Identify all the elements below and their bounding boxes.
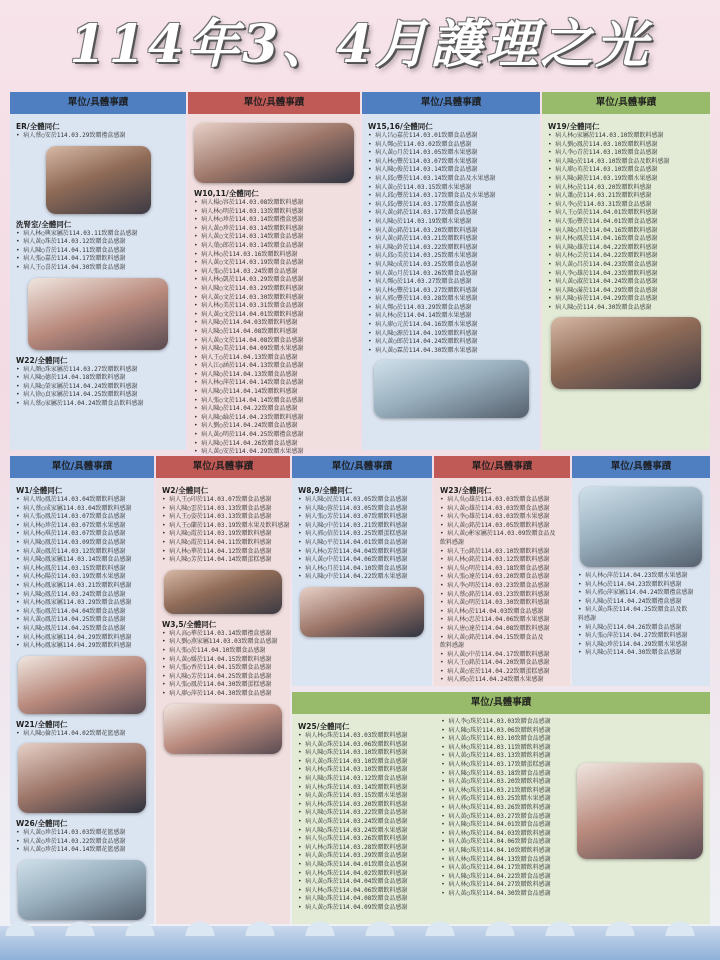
thanks-entry: • 病人郭○信於114.03.25致贈蛋糕感謝 <box>298 530 408 538</box>
thanks-entry: • 病人陳○鈴於114.03.22致贈飲料感謝 <box>368 243 478 251</box>
panel-body <box>292 478 432 686</box>
thanks-entry: • 病人黃○文於114.03.30致贈飲料感謝 <box>194 293 304 301</box>
thanks-entry: • 病人黃○珠於114.04.30致贈食品感謝 <box>441 889 551 897</box>
thanks-entry: • 病人江○涵於114.04.13致贈食品感謝 <box>194 362 304 370</box>
thanks-entry: • 病人林○珠於114.03.26致贈飲料感謝 <box>441 803 551 811</box>
thanks-entry: • 病人陳○珠於114.04.08致贈食品感謝 <box>298 895 408 903</box>
thanks-entry: • 病人蔡○家屬於114.04.24致贈食品飲料感謝 <box>16 399 144 407</box>
thanks-entry: • 病人廖○萍於114.04.30致贈食品感謝 <box>162 689 272 697</box>
thanks-entry: • 病人陳○於114.04.26致贈食品感謝 <box>194 439 298 447</box>
thanks-entry: • 病人吳○雄於114.03.03致贈食品感謝 <box>440 496 550 503</box>
thanks-entry: • 病人林○美於114.03.31致贈食品感謝 <box>194 302 304 310</box>
thanks-entry: • 病人黃○銘於114.03.05致贈飲料感謝 <box>440 521 550 529</box>
thanks-entry: • 病人王○於114.04.13致贈食品感謝 <box>194 353 298 361</box>
thanks-entry: • 病人林○珍於114.03.14致贈禮盒感謝 <box>194 216 304 224</box>
thanks-entry: • 病人黃○於114.03.15致贈水果感謝 <box>368 183 472 191</box>
thanks-entry: • 病人陳○於114.04.24致贈禮盒感謝 <box>578 597 682 605</box>
thanks-entry: • 病人黃○珠於114.03.10致贈食品感謝 <box>441 735 551 743</box>
thanks-entry: • 病人林○鳳家屬114.03.29致贈食品感謝 <box>16 599 132 607</box>
thanks-entry: • 病人陳○鳳家屬114.03.14致贈食品感謝 <box>16 556 132 564</box>
thanks-entry: • 病人陳○雄於114.04.22致贈飲料感謝 <box>548 243 658 251</box>
thanks-entry: • 病人陳○綸於114.04.23致贈飲料感謝 <box>194 413 304 421</box>
unit-title: W1/全體同仁 <box>16 486 63 495</box>
thanks-entry: • 病人張○香於114.04.15致贈食品感謝 <box>162 664 272 672</box>
thanks-entry: • 病人陳○蓉於114.03.05致贈食品感謝 <box>298 504 408 512</box>
thanks-entry: • 病人林○於114.03.20致贈飲料感謝 <box>548 183 652 191</box>
panel-col-b <box>441 718 570 920</box>
panel-7 <box>292 456 432 686</box>
thanks-entry: • 病人黃○鳳於114.03.12致贈飲料感謝 <box>16 547 126 555</box>
thanks-entry: • 病人張○於114.03.24致贈食品感謝 <box>194 267 298 275</box>
thanks-entry: • 病人陳○珠於114.04.01致贈食品感謝 <box>298 860 408 868</box>
group-photo <box>46 146 151 214</box>
thanks-entry: • 病人林○月於114.04.10致贈食品感謝 <box>298 564 408 572</box>
thanks-entry: • 病人張○鳳於114.03.07致贈食品感謝 <box>16 513 126 521</box>
thanks-entry: • 病人黃○明於114.03.30致贈飲料感謝 <box>440 599 550 607</box>
thanks-entry: • 病人黃○珠於114.04.04致贈食品感謝 <box>298 878 408 886</box>
group-photo <box>18 656 146 714</box>
thanks-entry: • 病人陳○鳳於114.03.09致贈食品感謝 <box>16 538 126 546</box>
thanks-entry: • 病人陳○珠於114.04.10致贈飲料感謝 <box>441 846 551 854</box>
thanks-entry: • 病人張○嘉於114.04.17致贈飲料感謝 <box>16 255 126 263</box>
thanks-entry: • 病人陳○滿於114.04.29致贈食品感謝 <box>548 286 658 294</box>
panel-header: 單位/具體事蹟 <box>10 456 154 478</box>
thanks-entry: • 病人陳○於114.04.26致贈食品感謝 <box>578 623 682 631</box>
thanks-entry: • 病人張○豐於114.04.01致贈食品感謝 <box>548 217 658 225</box>
unit-title: W26/全體同仁 <box>16 819 68 829</box>
thanks-entry: • 病人陳○珠於114.04.22致贈食品感謝 <box>441 872 551 880</box>
thanks-entry: • 病人林○家屬於114.03.10致贈飲料感謝 <box>548 132 664 139</box>
thanks-entry: • 病人郭○豐於114.03.28致贈水果感謝 <box>368 295 478 303</box>
panel-3 <box>362 92 540 450</box>
panel-header: 單位/具體事蹟 <box>362 92 540 114</box>
thanks-entry: • 病人陳○於114.04.22致贈食品感謝 <box>194 405 298 413</box>
thanks-entry: • 病人陳○珍於114.04.29致贈水果感謝 <box>578 640 688 648</box>
thanks-entry: • 病人陳○珠於114.04.01致贈食品感謝 <box>441 821 551 829</box>
thanks-entry: • 病人葉○郎於114.03.14致贈食品感謝 <box>194 241 304 249</box>
thanks-entry: • 病人林○珠於114.03.28致贈飲料感謝 <box>298 843 408 851</box>
thanks-entry: • 病人林○華於114.04.12致贈食品感謝 <box>162 547 272 555</box>
unit-title: W21/全體同仁 <box>16 719 68 729</box>
thanks-entry: • 病人陳○鐘於114.03.19致贈水果感謝 <box>548 174 658 182</box>
thanks-entry: • 病人黃○文於114.03.19致贈食品感謝 <box>194 259 304 267</box>
thanks-entry: • 病人林○於114.04.23致贈飲料感謝 <box>578 580 682 588</box>
group-photo <box>18 860 146 920</box>
panel-body <box>362 114 540 450</box>
thanks-entry: • 病人林○於114.03.16致贈飲料感謝 <box>194 250 298 258</box>
thanks-entry: • 病人陳○鳳於114.03.24致贈食品感謝 <box>16 590 126 598</box>
thanks-entry: • 病人蕭○於114.03.21致贈飲料感謝 <box>548 192 652 200</box>
thanks-entry: • 病人林○豐於114.03.07致贈水果感謝 <box>368 157 478 165</box>
thanks-entry: • 病人陳○青於114.04.11致贈食品感謝 <box>16 246 126 254</box>
thanks-entry: • 病人蔡○成家屬114.03.04致贈飲料感謝 <box>16 504 132 512</box>
thanks-entry: • 病人陳○霞於114.03.19致贈飲料感謝 <box>162 530 272 538</box>
group-photo <box>580 487 702 567</box>
panel-9 <box>572 456 710 686</box>
thanks-entry: • 病人林○珠於114.04.02致贈飲料感謝 <box>298 869 408 877</box>
group-photo <box>551 317 701 389</box>
thanks-entry: • 病人張○文於114.04.14致贈食品感謝 <box>194 396 304 404</box>
panel-body <box>188 114 360 456</box>
thanks-entry: • 病人林○珠於114.03.17致贈蛋糕感謝 <box>441 760 551 768</box>
thanks-entry: • 病人陳○鳳於114.04.25致贈食品感謝 <box>16 624 126 632</box>
thanks-entry: • 病人林○明於114.03.13致贈飲料感謝 <box>194 207 304 215</box>
panel-header: 單位/具體事蹟 <box>572 456 710 478</box>
thanks-entry: • 病人黃○銘於114.03.21致贈飲料感謝 <box>368 235 478 243</box>
group-photo <box>374 360 529 418</box>
thanks-entry: • 病人黃○中於114.04.17致贈飲料感謝 <box>440 650 550 658</box>
thanks-entry: • 病人楊○容於114.03.08致贈飲料感謝 <box>194 199 304 206</box>
thanks-entry: • 病人陳○於114.04.08致贈飲料感謝 <box>194 327 298 335</box>
thanks-entry: • 病人陳○霞於114.04.11致贈飲料感謝 <box>162 538 272 546</box>
thanks-entry: • 病人廖○英於114.03.10致贈食品感謝 <box>548 166 658 174</box>
thanks-entry: • 病人李○於114.03.31致贈食品感謝 <box>548 200 652 208</box>
unit-title: W3,5/全體同仁 <box>162 619 217 629</box>
thanks-entry: • 病人陳○於114.03.19致贈水果感謝 <box>368 217 472 225</box>
thanks-entry: • 病人郭○於114.04.24致贈水果感謝 <box>440 676 544 684</box>
unit-title: 洗腎室/全體同仁 <box>16 219 72 229</box>
panel-body <box>156 478 290 924</box>
panel-header: 單位/具體事蹟 <box>292 692 710 714</box>
thanks-entry: • 病人蔡○銘於114.03.23致贈飲料感謝 <box>440 590 550 598</box>
panel-photo-area <box>577 718 704 920</box>
panel-body <box>542 114 710 450</box>
unit-title: W15,16/全體同仁 <box>368 122 433 131</box>
thanks-entry: • 病人陳○於114.04.30致贈食品感謝 <box>548 303 652 311</box>
panel-body <box>10 114 186 450</box>
thanks-entry: • 病人陳○於114.04.03致贈飲料感謝 <box>194 319 298 327</box>
thanks-entry: • 病人林○忠於114.04.06致贈水果感謝 <box>440 616 550 624</box>
thanks-entry: • 病人王○印於114.03.07致贈食品感謝 <box>162 496 272 503</box>
thanks-entry: • 病人張○鳳於114.04.04致贈食品感謝 <box>16 607 126 615</box>
thanks-entry: • 病人黃○郎於114.04.24致贈飲料感謝 <box>368 338 478 346</box>
thanks-entry: • 病人林○珠於114.03.03致贈飲料感謝 <box>298 732 408 739</box>
thanks-entry: • 病人黃○文於114.04.01致贈飲料感謝 <box>194 310 304 318</box>
thanks-entry: • 病人黃○珍於114.03.03致贈花籃感謝 <box>16 829 126 837</box>
thanks-entry: • 病人黃○珠於114.03.10致贈食品感謝 <box>298 757 408 765</box>
thanks-entry: • 病人黃○月於114.03.05致贈水果感謝 <box>368 149 478 157</box>
thanks-entry: • 病人李○雄於114.03.03致贈水果感謝 <box>440 513 550 521</box>
thanks-entry: • 病人黃○珠於114.04.25致贈食品及飲 <box>578 606 688 614</box>
panel-col-a <box>298 718 435 920</box>
panel-6 <box>156 456 290 924</box>
thanks-entry: • 病人林○萍於114.04.23致贈水果感謝 <box>578 572 688 579</box>
thanks-entry: • 病人邱○美於114.03.25致贈水果感謝 <box>368 252 478 260</box>
thanks-entry: • 病人王○喜於114.04.30致贈食品感謝 <box>16 263 126 271</box>
thanks-entry: • 病人呂○嘉於114.03.01致贈食品感謝 <box>368 132 478 139</box>
thanks-entry: • 病人徐○貞家屬於114.04.25致贈飲料感謝 <box>16 391 138 399</box>
thanks-entry: • 病人黃○珠於114.03.06致贈飲料感謝 <box>298 740 408 748</box>
thanks-entry: • 病人黃○珍於114.03.22致贈食品感謝 <box>16 837 126 845</box>
footer-wave <box>0 926 720 960</box>
thanks-entry: • 病人林○鳳家屬114.04.29致贈飲料感謝 <box>16 642 132 650</box>
thanks-entry: • 病人黃○珠於114.04.09致贈食品感謝 <box>298 903 408 911</box>
thanks-entry: • 病人黃○淑於114.04.24致贈食品感謝 <box>548 278 658 286</box>
thanks-entry: • 病人林○珠於114.03.10致贈飲料感謝 <box>298 766 408 774</box>
page-title: 114年3、4月護理之光 <box>69 14 651 75</box>
panel-4 <box>542 92 710 450</box>
thanks-entry: • 病人林○鳳家屬114.03.21致贈飲料感謝 <box>16 581 132 589</box>
thanks-entry: • 病人李○雄於114.04.23致贈飲料感謝 <box>548 269 658 277</box>
thanks-entry: • 病人顏○珠家屬於114.03.27致贈飲料感謝 <box>16 365 138 373</box>
thanks-entry: • 病人王○銘於114.04.20致贈食品感謝 <box>440 659 550 667</box>
thanks-entry: • 病人林○鳳於114.03.15致贈飲料感謝 <box>16 564 126 572</box>
thanks-entry: • 病人黃○珠於114.03.24致贈食品感謝 <box>298 817 408 825</box>
thanks-entry: • 病人林○珠於114.04.13致贈食品感謝 <box>441 855 551 863</box>
thanks-entry: • 病人邱○豐於114.03.17致贈食品及水果感謝 <box>368 192 496 200</box>
thanks-entry: • 病人李○珠於114.03.03致贈食品感謝 <box>441 718 551 725</box>
thanks-entry: • 病人黃○銘於114.04.15致贈食品及 <box>440 633 544 641</box>
thanks-entry: • 病人林○陽於114.03.19致贈水果感謝 <box>16 573 126 581</box>
thanks-entry: • 病人鄭○於114.03.27致贈食品感謝 <box>368 278 472 286</box>
thanks-entry: • 病人陳○倫於114.04.02致贈花籃感謝 <box>16 729 126 737</box>
thanks-entry: • 病人陳○珠於114.03.18致贈食品感謝 <box>441 769 551 777</box>
thanks-entry: • 病人林○鳳家屬114.04.29致贈飲料感謝 <box>16 633 132 641</box>
thanks-entry: • 病人陳○美於114.04.09致贈水果感謝 <box>194 345 304 353</box>
thanks-entry: • 病人陳○裕於114.04.29致贈食品感謝 <box>548 295 658 303</box>
thanks-entry: • 病人陳○德於114.04.18致贈飲料感謝 <box>16 374 126 382</box>
thanks-entry: • 病人李○明於114.03.23致贈食品感謝 <box>440 581 550 589</box>
thanks-entry: • 病人郭○萍家屬114.04.24致贈禮盒感謝 <box>578 589 694 597</box>
thanks-entry: • 病人陳○於114.04.13致贈食品感謝 <box>194 370 298 378</box>
panel-header: 單位/具體事蹟 <box>10 92 186 114</box>
thanks-entry: • 病人林○於114.04.03致贈食品感謝 <box>440 607 544 615</box>
panel-10 <box>292 692 710 924</box>
group-photo <box>164 570 282 614</box>
thanks-entry: • 病人吳○珠於114.03.26致贈飲料感謝 <box>298 835 408 843</box>
group-photo <box>194 123 354 183</box>
unit-title: W25/全體同仁 <box>298 722 350 731</box>
thanks-entry: • 病人吳○明於114.03.18致贈食品感謝 <box>440 564 550 572</box>
thanks-entry: • 病人王○銘於114.03.10致贈飲料感謝 <box>440 547 550 555</box>
thanks-entry: • 病人周○鳳於114.03.04致贈飲料感謝 <box>16 496 126 503</box>
thanks-entry: • 病人王○榮於114.04.01致贈飲料感謝 <box>548 209 658 217</box>
thanks-entry: • 病人陳○珠於114.03.24致贈水果感謝 <box>298 826 408 834</box>
panel-body <box>10 478 154 924</box>
thanks-entry: • 病人鄭○於114.03.02致贈食品感謝 <box>368 140 472 148</box>
thanks-entry: • 病人張○達於114.03.20致贈食品感謝 <box>440 573 550 581</box>
group-photo <box>300 587 424 637</box>
panel-5 <box>10 456 154 924</box>
thanks-entry: • 病人鄭○於114.03.29致贈食品感謝 <box>368 303 472 311</box>
thanks-entry: • 病人陳○雲於114.03.13致贈食品感謝 <box>162 504 272 512</box>
thanks-entry: • 病人黃○珠於114.03.27致贈食品感謝 <box>441 812 551 820</box>
thanks-entry: • 病人張○鳳於114.04.30致贈蛋糕感謝 <box>162 681 272 689</box>
thanks-entry: • 病人張○萍於114.04.27致贈飲料感謝 <box>578 632 688 640</box>
thanks-entry: • 病人邱○豐於114.03.14致贈食品及水果感謝 <box>368 174 496 182</box>
thanks-entry: • 病人黃○月於114.03.26致贈食品感謝 <box>368 269 478 277</box>
thanks-entry: • 病人王○姿於114.03.13致贈食品感謝 <box>162 513 272 521</box>
thanks-entry: • 病人林○琪於114.03.07致贈食品感謝 <box>16 530 126 538</box>
thanks-entry: • 病人林○凱於114.03.29致贈食品感謝 <box>194 276 304 284</box>
panel-header: 單位/具體事蹟 <box>292 456 432 478</box>
thanks-entry: • 病人林○珠於114.03.11致贈飲料感謝 <box>441 743 551 751</box>
group-photo <box>28 278 168 350</box>
thanks-entry: • 病人黃○文於114.04.08致贈食品感謝 <box>194 336 304 344</box>
group-photo <box>18 743 146 813</box>
thanks-entry: 飲料感謝 <box>440 538 465 546</box>
group-photo <box>164 704 282 754</box>
thanks-entry: • 病人陳○昌於114.04.16致贈飲料感謝 <box>548 226 658 234</box>
thanks-entry: • 病人黃○珠於114.03.15致贈水果感謝 <box>298 792 408 800</box>
panel-2 <box>188 92 360 456</box>
thanks-entry: • 病人林○珠於114.03.21致贈飲料感謝 <box>441 786 551 794</box>
thanks-entry: • 病人林○萍於114.04.14致贈食品感謝 <box>194 379 304 387</box>
unit-title: W2/全體同仁 <box>162 486 209 495</box>
thanks-entry: • 病人陳○於114.03.10致贈食品及飲料感謝 <box>548 157 670 165</box>
thanks-entry: • 病人黃○珠於114.03.13致贈飲料感謝 <box>441 752 551 760</box>
thanks-entry: • 病人陳○成於114.03.25致贈食品感謝 <box>368 260 478 268</box>
thanks-entry: • 病人劉○鳳於114.03.10致贈飲料感謝 <box>548 140 658 148</box>
thanks-entry: • 病人黃○文於114.03.14致贈食品感謝 <box>194 233 304 241</box>
thanks-entry: • 病人陳○民於114.03.05致贈食品感謝 <box>298 496 408 503</box>
thanks-entry: • 病人陳○珠於114.03.22致贈食品感謝 <box>298 809 408 817</box>
thanks-entry: • 病人林○鳳於114.04.16致贈食品感謝 <box>548 235 658 243</box>
thanks-entry: • 病人林○珠於114.04.06致贈飲料感謝 <box>298 886 408 894</box>
panel-1 <box>10 92 186 450</box>
thanks-entry: • 病人黃○中於114.04.06致贈飲料感謝 <box>298 556 408 564</box>
thanks-entry: • 病人林○珠於114.04.27致贈飲料感謝 <box>441 881 551 889</box>
thanks-entry: • 病人林○興家屬於114.03.11致贈食品感謝 <box>16 229 138 237</box>
thanks-entry: • 病人廖○元於114.04.16致贈水果感謝 <box>368 321 478 329</box>
thanks-entry: • 病人黃○銘於114.03.20致贈飲料感謝 <box>368 226 478 234</box>
thanks-entry: • 病人黃○銘於114.03.17致贈食品感謝 <box>368 209 478 217</box>
thanks-entry: • 病人黃○珠於114.04.06致贈食品感謝 <box>441 838 551 846</box>
thanks-entry: • 病人陳○芳於114.04.14致贈蛋糕感謝 <box>162 556 272 564</box>
thanks-entry: • 病人黃○珠於114.04.17致贈飲料感謝 <box>441 864 551 872</box>
thanks-entry: • 病人陳○珠於114.03.12致贈食品感謝 <box>298 774 408 782</box>
thanks-entry: • 病人林○豐於114.03.27致贈飲料感謝 <box>368 286 478 294</box>
thanks-entry: 料感謝 <box>578 614 597 622</box>
thanks-entry: • 病人林○珠於114.03.14致贈飲料感謝 <box>298 783 408 791</box>
thanks-entry: • 病人黃○安於114.04.29致贈水果感謝 <box>194 448 304 456</box>
thanks-entry: • 病人林○芳於114.04.04致贈飲料感謝 <box>298 547 408 555</box>
thanks-entry: • 病人郭○珠於114.03.25致贈水果感謝 <box>441 795 551 803</box>
thanks-entry: • 病人劉○燕家屬114.03.03致贈食品感謝 <box>162 638 278 646</box>
thanks-entry: • 病人陳○文於114.03.29致贈飲料感謝 <box>194 284 304 292</box>
thanks-entry: • 病人陳○於114.04.30致贈食品感謝 <box>578 649 682 657</box>
thanks-entry: • 病人王○蘭於114.03.19致贈水果及飲料感謝 <box>162 521 290 529</box>
unit-title: W19/全體同仁 <box>548 122 600 131</box>
unit-title: ER/全體同仁 <box>16 122 60 131</box>
thanks-entry: • 病人黃○珠於114.03.20致贈飲料感謝 <box>441 778 551 786</box>
panel-8 <box>434 456 570 686</box>
unit-title: W23/全體同仁 <box>440 486 492 495</box>
thanks-entry: • 病人陳○中於114.04.22致贈水果感謝 <box>298 573 408 581</box>
thanks-entry: • 病人邱○豐於114.03.17致贈食品感謝 <box>368 200 478 208</box>
thanks-entry: • 病人陳○芳於114.04.25致贈食品感謝 <box>162 672 272 680</box>
thanks-entry: • 病人林○銘於114.03.12致贈飲料感謝 <box>440 556 550 564</box>
panel-header: 單位/具體事蹟 <box>156 456 290 478</box>
thanks-entry: 飲料感謝 <box>440 642 465 650</box>
thanks-entry: • 病人黃○珠於114.03.29致贈食品感謝 <box>298 852 408 860</box>
thanks-entry: • 病人陳○平於114.04.01致贈食品感謝 <box>298 538 408 546</box>
unit-title: W8,9/全體同仁 <box>298 486 353 495</box>
thanks-entry: • 病人林○於114.04.14致贈水果感謝 <box>368 312 472 320</box>
thanks-entry: • 病人黃○雄於114.03.03致贈食品感謝 <box>440 504 550 512</box>
thanks-entry: • 病人黃○媛於114.04.15致贈飲料感謝 <box>162 655 272 663</box>
unit-title: W10,11/全體同仁 <box>194 189 259 198</box>
thanks-entry: • 病人黃○珠於114.03.12致贈食品感謝 <box>16 238 126 246</box>
thanks-entry: • 病人黃○珍於114.03.14致贈飲料感謝 <box>194 224 304 232</box>
thanks-entry: • 病人劉○於114.04.24致贈食品感謝 <box>194 422 298 430</box>
thanks-entry: • 病人林○珍於114.03.07致贈水果感謝 <box>16 521 126 529</box>
thanks-entry: • 病人黃○昌於114.04.23致贈食品感謝 <box>548 260 658 268</box>
unit-title: W22/全體同仁 <box>16 355 68 365</box>
thanks-entry: • 病人陳○源於114.04.19致贈飲料感謝 <box>368 329 478 337</box>
thanks-entry: • 病人高○華於114.03.14致贈禮盒感謝 <box>162 629 272 637</box>
thanks-entry: • 病人黃○珍於114.04.14致贈花籃感謝 <box>16 846 126 854</box>
thanks-entry: • 病人林○珠於114.03.20致贈飲料感謝 <box>298 800 408 808</box>
thanks-entry: • 病人黃○明於114.04.25致贈禮盒感謝 <box>194 431 304 439</box>
panel-header: 單位/具體事蹟 <box>542 92 710 114</box>
thanks-entry: • 病人陳○於114.04.14致贈飲料感謝 <box>194 388 298 396</box>
group-photo <box>577 763 703 859</box>
panel-body <box>572 478 710 686</box>
thanks-entry: • 病人張○芳於114.03.07致贈飲料感謝 <box>298 513 408 521</box>
thanks-entry: • 病人黃○宏於114.04.22致贈蛋糕感謝 <box>440 667 550 675</box>
thanks-entry: • 病人黃○霖於114.04.30致贈水果感謝 <box>368 346 478 354</box>
thanks-entry: • 病人李○青於114.03.10致贈食品感謝 <box>548 149 658 157</box>
thanks-entry: • 病人林○芸於114.04.22致贈飲料感謝 <box>548 252 658 260</box>
panel-header: 單位/具體事蹟 <box>434 456 570 478</box>
thanks-entry: • 病人陳○珠於114.03.10致贈飲料感謝 <box>298 749 408 757</box>
bulletin-board <box>10 92 710 924</box>
panel-header: 單位/具體事蹟 <box>188 92 360 114</box>
thanks-entry: • 病人黃○鳳於114.04.25致贈食品感謝 <box>16 616 126 624</box>
thanks-entry: • 病人張○於114.04.10致贈食品感謝 <box>162 646 266 654</box>
thanks-entry: • 病人陳○榮家屬於114.04.24致贈飲料感謝 <box>16 382 138 390</box>
panel-body <box>434 478 570 686</box>
panel-body <box>292 714 710 924</box>
thanks-entry: • 病人陳○俊於114.03.14致贈食品感謝 <box>368 166 478 174</box>
thanks-entry: • 病人黃○彬家屬於114.03.09致贈食品及 <box>440 530 556 538</box>
thanks-entry: • 病人陳○中於114.03.21致贈飲料感謝 <box>298 521 408 529</box>
thanks-entry: • 病人陳○珠於114.03.06致贈飲料感謝 <box>441 726 551 734</box>
thanks-entry: • 病人蔡○安於114.03.29致贈禮盒感謝 <box>16 132 126 139</box>
thanks-entry: • 病人唐○達於114.04.08致贈飲料感謝 <box>440 624 550 632</box>
thanks-entry: • 病人林○珠於114.04.03致贈飲料感謝 <box>441 829 551 837</box>
